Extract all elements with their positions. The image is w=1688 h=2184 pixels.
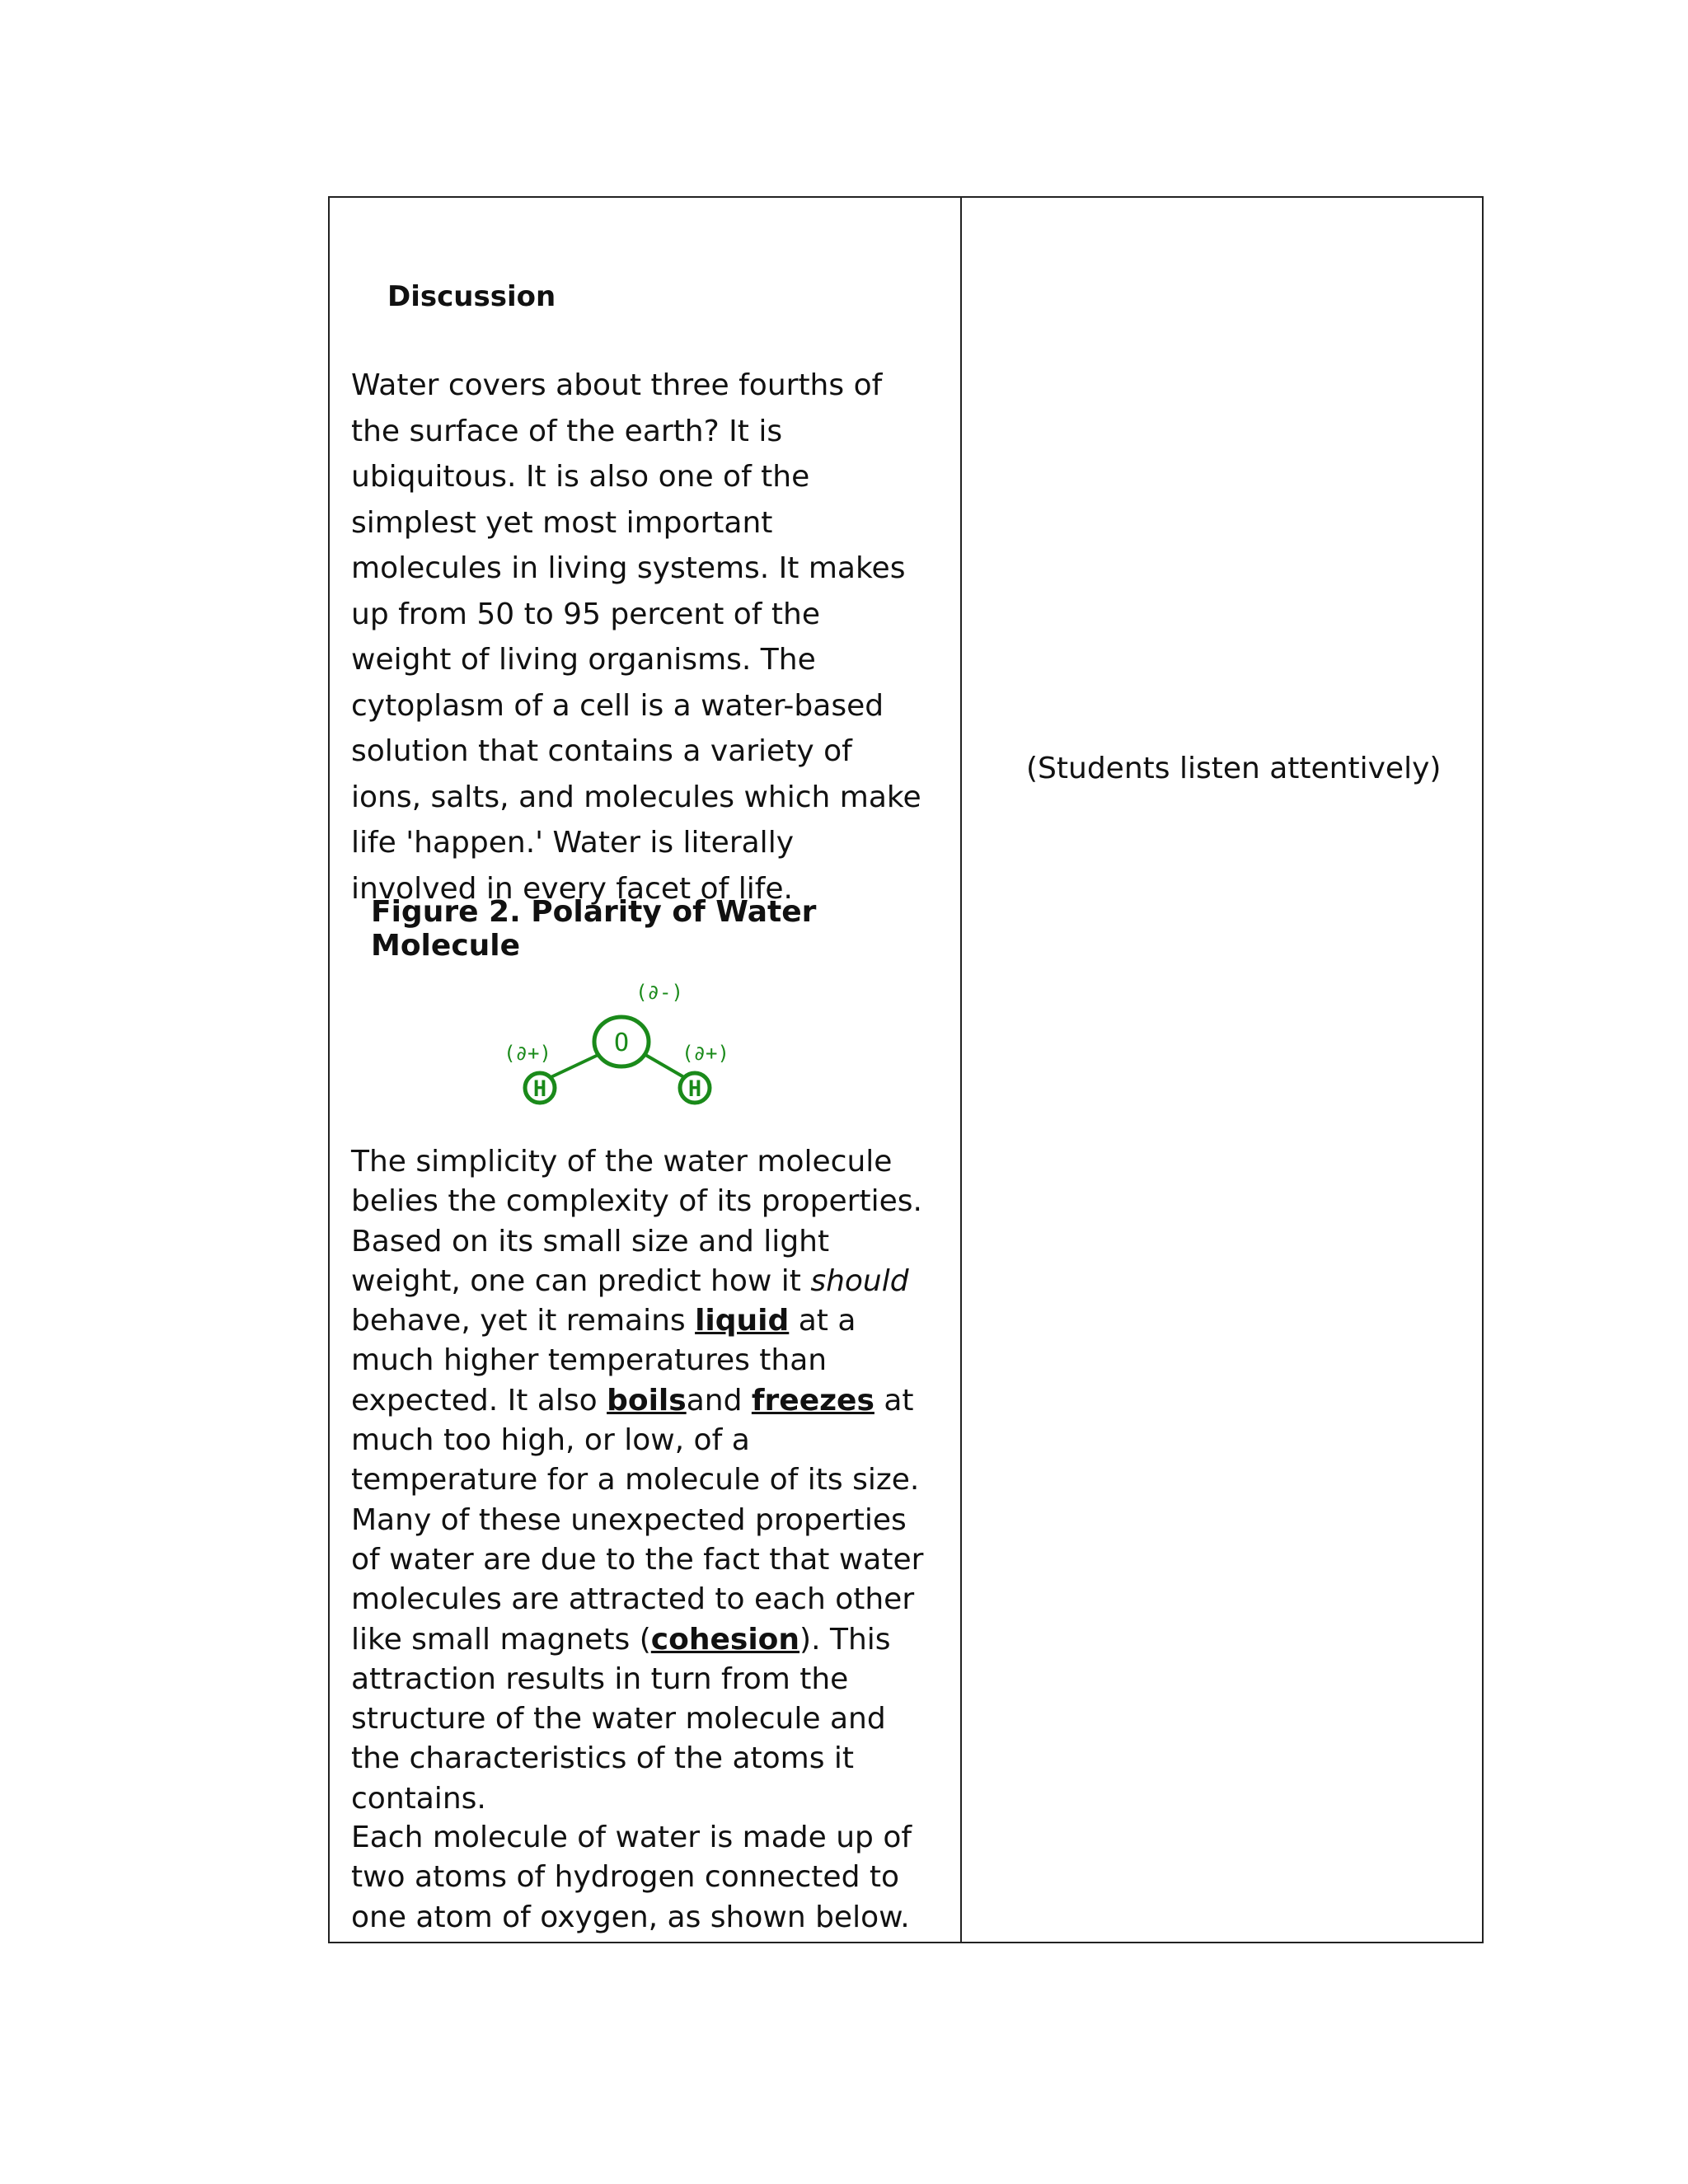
hydrogen-left-charge-label: (∂+) xyxy=(504,1042,551,1065)
discussion-paragraph-3: Each molecule of water is made up of two atoms of hydrogen connected to one atom of oxygen, as shown below. xyxy=(351,1821,912,1934)
term-boils: boils xyxy=(607,1383,687,1418)
p2-text-5: at much too high, or low, of a temperature for a molecule of its size. Many of these unexpected properties of water are due to the fact that water molecules are attracted to each other like small magnets ( xyxy=(351,1383,924,1657)
p2-text-3: at a much higher temperatures than expected. It also xyxy=(351,1304,856,1418)
p2-text-4: and xyxy=(686,1383,752,1418)
oxygen-charge-label: (∂-) xyxy=(635,981,683,1004)
bond-left xyxy=(546,1052,603,1080)
discussion-paragraph-2 xyxy=(351,1142,928,1819)
term-cohesion: cohesion xyxy=(650,1622,800,1657)
lesson-table xyxy=(328,196,1484,1943)
p2-italic-should: should xyxy=(810,1263,909,1298)
p2-text-1: The simplicity of the water molecule belies the complexity of its properties. Based on its small size and light weight, one can predict how it xyxy=(351,1145,922,1298)
discussion-paragraph-1: Water covers about three fourths of the surface of the earth? It is ubiquitous. It is also one of the simplest yet most important molecules in living systems. It makes up from 50 to 95 percent of the weight of living organisms. The cytoplasm of a cell is a water-based solution that contains a variety of ions, salts, and molecules which make life 'happen.' Water is literally involved in every facet of life. xyxy=(351,368,921,906)
section-heading: Discussion xyxy=(387,280,556,313)
oxygen-label: O xyxy=(613,1029,630,1057)
water-molecule-figure xyxy=(495,974,742,1106)
student-response: (Students listen attentively) xyxy=(1026,752,1442,785)
term-liquid: liquid xyxy=(695,1304,790,1338)
hydrogen-label-left: H xyxy=(532,1076,547,1102)
p2-text-6: ). This attraction results in turn from the structure of the water molecule and the characteristics of the atoms it contains. xyxy=(351,1622,891,1816)
term-freezes: freezes xyxy=(751,1383,874,1418)
teacher-activity-cell xyxy=(330,198,960,1942)
hydrogen-right-charge-label: (∂+) xyxy=(682,1042,729,1065)
hydrogen-label-right: H xyxy=(687,1076,702,1102)
figure-caption: Figure 2. Polarity of Water Molecule xyxy=(371,895,817,963)
p2-text-2: behave, yet it remains xyxy=(351,1304,696,1338)
student-activity-cell xyxy=(962,198,1482,1942)
